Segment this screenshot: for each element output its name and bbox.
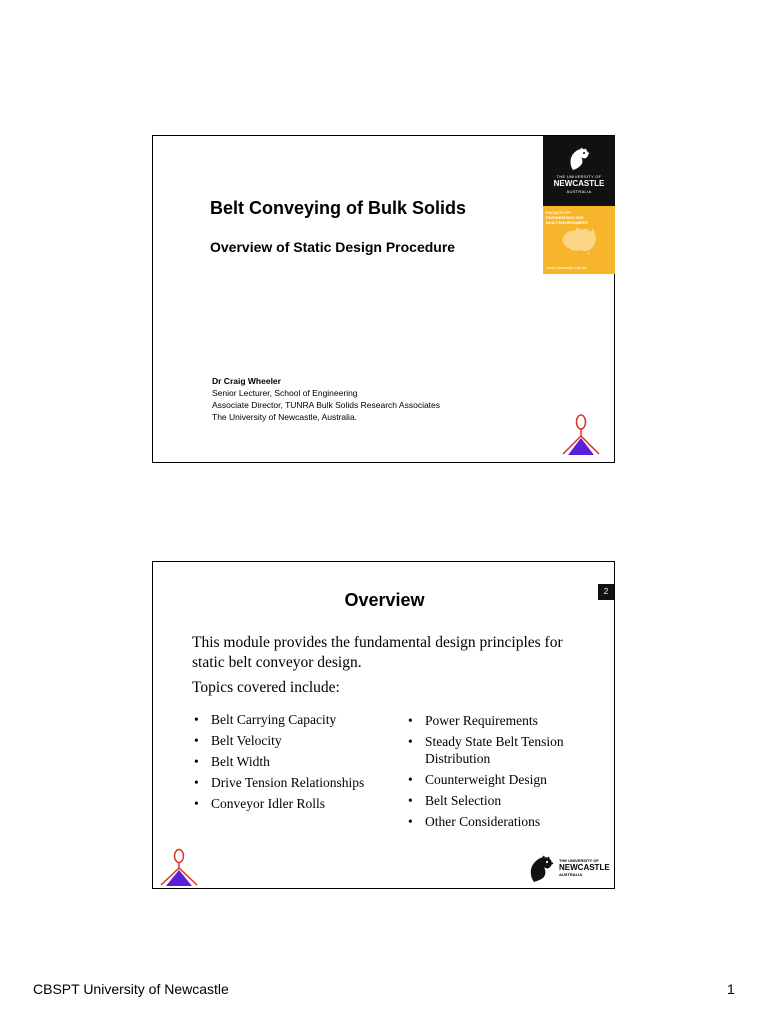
university-brand-panel [543, 136, 615, 274]
list-item: • Power Requirements [406, 712, 611, 729]
overview-slide [152, 561, 615, 889]
faculty-line: BUILT ENVIRONMENT [546, 220, 589, 225]
slide-number-badge: 2 [598, 584, 614, 600]
brand-line: THE UNIVERSITY OF [556, 174, 602, 179]
faculty-line: FACULTY OF [546, 210, 571, 215]
logo-name: NEWCASTLE [559, 863, 610, 872]
topics-heading: Topics covered include: [192, 679, 340, 696]
author-name: Dr Craig Wheeler [212, 376, 281, 386]
logo-line: AUSTRALIA [559, 872, 583, 877]
stick-figure-triangle-icon [559, 412, 603, 458]
logo-line: THE UNIVERSITY OF [559, 858, 599, 863]
author-block [212, 375, 440, 423]
list-item: • Drive Tension Relationships [192, 774, 402, 791]
topics-list-left [192, 711, 402, 816]
faculty-line: ENGINEERING AND [546, 215, 584, 220]
list-item: • Counterweight Design [406, 771, 611, 788]
list-item: • Belt Velocity [192, 732, 402, 749]
title-slide [152, 135, 615, 463]
list-item: • Steady State Belt Tension Distribution [406, 733, 611, 767]
brand-dark-panel [543, 136, 615, 206]
list-item: • Other Considerations [406, 813, 611, 830]
author-line: Senior Lecturer, School of Engineering [212, 388, 358, 398]
stick-figure-triangle-icon [157, 847, 201, 887]
brand-url: www.newcastle.edu.au [546, 265, 587, 270]
list-item: • Belt Selection [406, 792, 611, 809]
list-item: • Belt Carrying Capacity [192, 711, 402, 728]
list-item: • Belt Width [192, 753, 402, 770]
seahorse-crest-icon [526, 854, 556, 884]
seahorse-crest-icon [565, 146, 593, 172]
university-logo [526, 854, 616, 886]
list-item: • Conveyor Idler Rolls [192, 795, 402, 812]
intro-paragraph: This module provides the fundamental design principles for static belt conveyor design. [192, 634, 563, 671]
brand-line: AUSTRALIA [566, 189, 592, 194]
author-line: Associate Director, TUNRA Bulk Solids Research Associates [212, 400, 441, 410]
australia-map-icon [559, 224, 599, 256]
brand-gold-panel [543, 206, 615, 274]
slide-title: Overview [344, 590, 425, 610]
footer-page-number: 1 [727, 981, 735, 997]
footer-caption: CBSPT University of Newcastle [33, 981, 229, 997]
topics-list-right [406, 712, 611, 834]
faculty-text [546, 210, 588, 225]
brand-name: NEWCASTLE [553, 179, 605, 188]
slide-subtitle: Overview of Static Design Procedure [210, 239, 456, 255]
author-line: The University of Newcastle, Australia. [212, 412, 358, 422]
slide-title: Belt Conveying of Bulk Solids [210, 198, 467, 218]
